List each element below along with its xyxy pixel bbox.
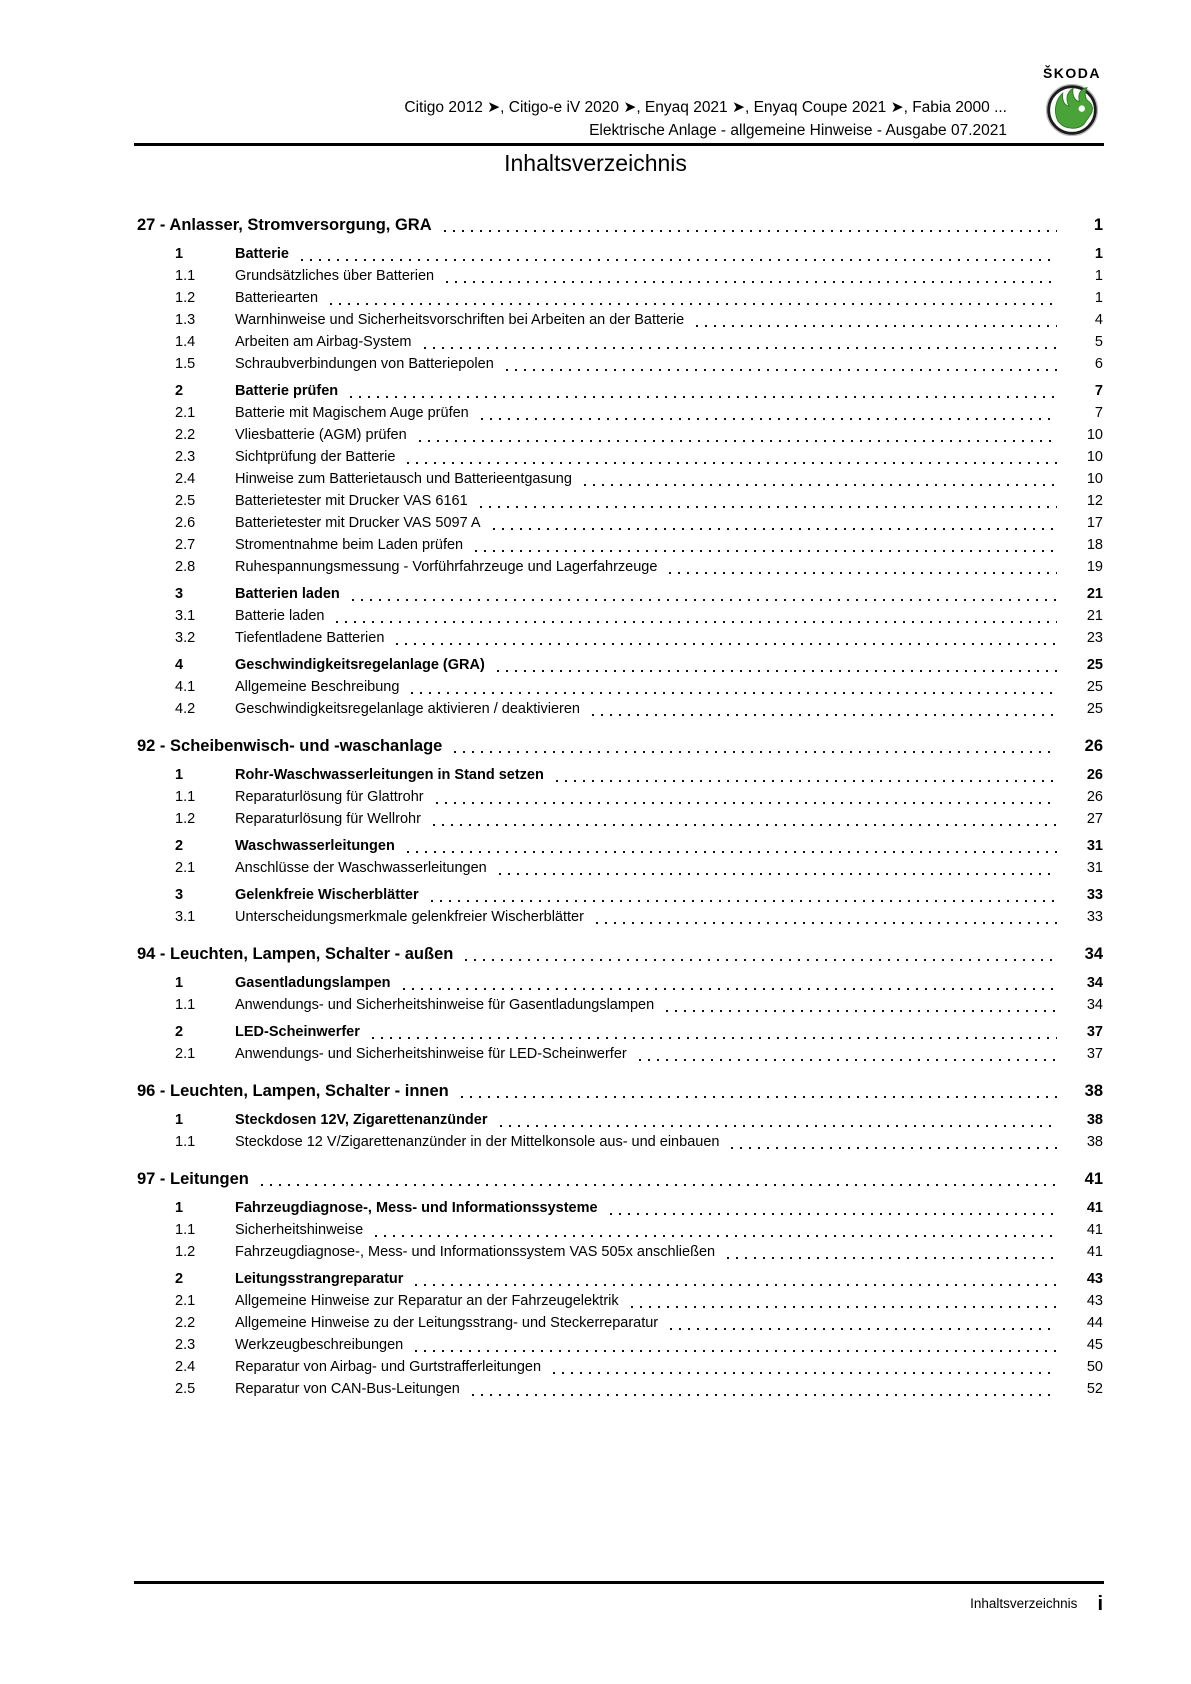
dotted-leader [500, 1115, 1058, 1127]
entry-title: Reparaturlösung für Wellrohr [235, 811, 421, 827]
dotted-leader [415, 1274, 1057, 1286]
entry-page-number: 37 [1086, 1024, 1103, 1040]
chapter-title: 97 - Leitungen [137, 1170, 249, 1188]
entry-title: Allgemeine Hinweise zu der Leitungsstrang- und Steckerreparatur [235, 1315, 659, 1331]
entry-number: 2.1 [175, 860, 196, 876]
entry-title: Unterscheidungsmerkmale gelenkfreier Wischerblätter [235, 909, 584, 925]
dotted-leader [610, 1203, 1057, 1215]
toc-entry-row [137, 446, 1103, 468]
page-title: Inhaltsverzeichnis [504, 150, 687, 176]
entry-number: 2.1 [175, 405, 196, 421]
toc-entry-row [137, 808, 1103, 830]
chapter-entries [137, 972, 1103, 1065]
entry-number: 1.5 [175, 356, 196, 372]
toc-chapter [137, 941, 1103, 1065]
toc-entry-row [137, 1268, 1103, 1290]
dotted-leader [446, 271, 1057, 283]
dotted-leader [372, 1027, 1057, 1039]
dotted-leader [375, 1225, 1057, 1237]
entry-page-number: 33 [1086, 909, 1103, 925]
entry-number: 2.1 [175, 1046, 196, 1062]
toc-chapter-row [137, 212, 1103, 238]
toc-entry-row [137, 490, 1103, 512]
entry-title: Steckdose 12 V/Zigarettenanzünder in der Mittelkonsole aus- und einbauen [235, 1134, 720, 1150]
entry-page-number: 50 [1086, 1359, 1103, 1375]
dotted-leader [670, 1318, 1057, 1330]
entry-title: Reparaturlösung für Glattrohr [235, 789, 424, 805]
entry-number: 3 [175, 586, 184, 602]
entry-page-number: 31 [1086, 838, 1103, 854]
entry-number: 2.8 [175, 559, 196, 575]
entry-number: 1.1 [175, 268, 196, 284]
entry-page-number: 1 [1094, 268, 1103, 284]
entry-page-number: 7 [1094, 405, 1103, 421]
toc-entry-row [137, 627, 1103, 649]
entry-page-number: 7 [1094, 383, 1103, 399]
toc-chapter [137, 1078, 1103, 1153]
dotted-leader [403, 978, 1057, 990]
entry-title: Anschlüsse der Waschwasserleitungen [235, 860, 487, 876]
entry-title: Fahrzeugdiagnose-, Mess- und Informationssystem VAS 505x anschließen [235, 1244, 716, 1260]
toc-entry-row [137, 605, 1103, 627]
toc-entry-row [137, 654, 1103, 676]
entry-title: Sicherheitshinweise [235, 1222, 364, 1238]
toc-entry-row [137, 835, 1103, 857]
dotted-leader [419, 430, 1057, 442]
entry-page-number: 25 [1086, 679, 1103, 695]
dotted-leader [465, 949, 1057, 961]
entry-title: Werkzeugbeschreibungen [235, 1337, 404, 1353]
entry-number: 1.1 [175, 1222, 196, 1238]
entry-title: Arbeiten am Airbag-System [235, 334, 412, 350]
dotted-leader [352, 589, 1057, 601]
entry-page-number: 34 [1086, 975, 1103, 991]
toc-chapter-row [137, 1166, 1103, 1192]
toc-entry-row [137, 534, 1103, 556]
toc-chapter-row [137, 733, 1103, 759]
entry-page-number: 5 [1094, 334, 1103, 350]
entry-page-number: 6 [1094, 356, 1103, 372]
entry-number: 2.5 [175, 1381, 196, 1397]
entry-page-number: 33 [1086, 887, 1103, 903]
entry-title: Ruhespannungsmessung - Vorführfahrzeuge und Lagerfahrzeuge [235, 559, 658, 575]
toc-entry-row [137, 1131, 1103, 1153]
entry-title: Gasentladungslampen [235, 975, 391, 991]
entry-page-number: 45 [1086, 1337, 1103, 1353]
page-footer [137, 1592, 1103, 1616]
entry-page-number: 1 [1094, 290, 1103, 306]
entry-page-number: 27 [1086, 811, 1103, 827]
toc-chapter-row [137, 1078, 1103, 1104]
skoda-wordmark: ŠKODA [1042, 65, 1102, 81]
page-header [137, 58, 1103, 144]
chapter-entries [137, 243, 1103, 720]
toc-entry-row [137, 1021, 1103, 1043]
dotted-leader [411, 682, 1057, 694]
dotted-leader [506, 359, 1057, 371]
dotted-leader [639, 1049, 1057, 1061]
entry-number: 1.4 [175, 334, 196, 350]
dotted-leader [584, 474, 1057, 486]
entry-title: Reparatur von CAN-Bus-Leitungen [235, 1381, 460, 1397]
dotted-leader [330, 293, 1057, 305]
chapter-entries [137, 1109, 1103, 1153]
toc-entry-row [137, 698, 1103, 720]
entry-number: 1.2 [175, 811, 196, 827]
dotted-leader [444, 220, 1057, 232]
dotted-leader [497, 660, 1057, 672]
entry-number: 2 [175, 838, 184, 854]
toc-entry-row [137, 309, 1103, 331]
dotted-leader [407, 841, 1057, 853]
toc-entry-row [137, 676, 1103, 698]
dotted-leader [499, 863, 1057, 875]
toc-entry-row [137, 994, 1103, 1016]
chapter-title: 92 - Scheibenwisch- und -waschanlage [137, 737, 443, 755]
dotted-leader [301, 249, 1057, 261]
entry-title: Geschwindigkeitsregelanlage aktivieren / deaktivieren [235, 701, 580, 717]
toc-entry-row [137, 884, 1103, 906]
toc-entry-row [137, 1290, 1103, 1312]
dotted-leader [261, 1174, 1057, 1186]
toc-entry-row [137, 1334, 1103, 1356]
chapter-entries [137, 1197, 1103, 1400]
entry-number: 2.5 [175, 493, 196, 509]
toc-chapter [137, 212, 1103, 720]
entry-title: Batterie prüfen [235, 383, 339, 399]
entry-page-number: 1 [1094, 246, 1103, 262]
toc-entry-row [137, 1219, 1103, 1241]
footer-section-label: Inhaltsverzeichnis [970, 1596, 1078, 1611]
entry-title: Batterie [235, 246, 289, 262]
entry-number: 4 [175, 657, 184, 673]
toc-entry-row [137, 1312, 1103, 1334]
entry-number: 2.4 [175, 471, 196, 487]
dotted-leader [424, 337, 1058, 349]
dotted-leader [596, 912, 1057, 924]
entry-number: 2.1 [175, 1293, 196, 1309]
dotted-leader [731, 1137, 1057, 1149]
entry-title: Allgemeine Hinweise zur Reparatur an der Fahrzeugelektrik [235, 1293, 619, 1309]
entry-title: Gelenkfreie Wischerblätter [235, 887, 419, 903]
dotted-leader [436, 792, 1057, 804]
entry-title: Waschwasserleitungen [235, 838, 395, 854]
entry-page-number: 4 [1094, 312, 1103, 328]
entry-number: 3.1 [175, 608, 196, 624]
toc-entry-row [137, 1109, 1103, 1131]
entry-page-number: 17 [1086, 515, 1103, 531]
entry-title: Anwendungs- und Sicherheitshinweise für LED-Scheinwerfer [235, 1046, 627, 1062]
dotted-leader [396, 633, 1057, 645]
entry-number: 1 [175, 246, 184, 262]
entry-title: Schraubverbindungen von Batteriepolen [235, 356, 494, 372]
toc-entry-row [137, 1197, 1103, 1219]
toc-chapter-row [137, 941, 1103, 967]
entry-number: 3.2 [175, 630, 196, 646]
toc-entry-row [137, 287, 1103, 309]
toc-entry-row [137, 380, 1103, 402]
entry-number: 2 [175, 383, 184, 399]
header-divider [134, 143, 1104, 146]
entry-number: 1 [175, 1112, 184, 1128]
toc-entry-row [137, 1241, 1103, 1263]
entry-title: Sichtprüfung der Batterie [235, 449, 396, 465]
entry-page-number: 12 [1086, 493, 1103, 509]
entry-title: Warnhinweise und Sicherheitsvorschriften bei Arbeiten an der Batterie [235, 312, 685, 328]
dotted-leader [553, 1362, 1057, 1374]
toc-entry-row [137, 1378, 1103, 1400]
entry-page-number: 34 [1086, 997, 1103, 1013]
dotted-leader [556, 770, 1057, 782]
chapter-page-number: 38 [1084, 1082, 1103, 1100]
entry-title: Batteriearten [235, 290, 319, 306]
dotted-leader [631, 1296, 1057, 1308]
toc-entry-row [137, 583, 1103, 605]
table-of-contents [137, 212, 1103, 1400]
entry-number: 1.2 [175, 1244, 196, 1260]
entry-page-number: 41 [1086, 1244, 1103, 1260]
entry-title: Rohr-Waschwasserleitungen in Stand setzen [235, 767, 544, 783]
entry-title: Batterietester mit Drucker VAS 5097 A [235, 515, 481, 531]
entry-number: 3.1 [175, 909, 196, 925]
entry-page-number: 25 [1086, 657, 1103, 673]
chapter-title: 96 - Leuchten, Lampen, Schalter - innen [137, 1082, 449, 1100]
dotted-leader [666, 1000, 1057, 1012]
dotted-leader [433, 814, 1057, 826]
entry-title: Fahrzeugdiagnose-, Mess- und Informationssysteme [235, 1200, 598, 1216]
toc-entry-row [137, 556, 1103, 578]
toc-entry-row [137, 331, 1103, 353]
entry-page-number: 43 [1086, 1293, 1103, 1309]
entry-number: 1 [175, 1200, 184, 1216]
entry-title: Hinweise zum Batterietausch und Batterieentgasung [235, 471, 572, 487]
entry-page-number: 38 [1086, 1134, 1103, 1150]
dotted-leader [727, 1247, 1057, 1259]
chapter-title: 27 - Anlasser, Stromversorgung, GRA [137, 216, 432, 234]
dotted-leader [454, 741, 1057, 753]
entry-number: 2.3 [175, 449, 196, 465]
header-models-line: Citigo 2012 ➤, Citigo-e iV 2020 ➤, Enyaq 2021 ➤, Enyaq Coupe 2021 ➤, Fabia 2000 ... [404, 99, 1007, 116]
chapter-page-number: 34 [1084, 945, 1103, 963]
entry-number: 1 [175, 975, 184, 991]
entry-number: 2.6 [175, 515, 196, 531]
toc-entry-row [137, 353, 1103, 375]
entry-page-number: 18 [1086, 537, 1103, 553]
entry-page-number: 19 [1086, 559, 1103, 575]
entry-page-number: 10 [1086, 449, 1103, 465]
entry-page-number: 23 [1086, 630, 1103, 646]
toc-entry-row [137, 402, 1103, 424]
header-subtitle-line: Elektrische Anlage - allgemeine Hinweise - Ausgabe 07.2021 [589, 122, 1007, 139]
entry-title: Allgemeine Beschreibung [235, 679, 400, 695]
entry-number: 1.1 [175, 1134, 196, 1150]
toc-chapter [137, 733, 1103, 928]
dotted-leader [669, 562, 1057, 574]
entry-number: 3 [175, 887, 184, 903]
entry-page-number: 10 [1086, 471, 1103, 487]
footer-page-number: i [1097, 1593, 1103, 1615]
entry-title: Tiefentladene Batterien [235, 630, 385, 646]
toc-entry-row [137, 243, 1103, 265]
entry-title: Vliesbatterie (AGM) prüfen [235, 427, 407, 443]
entry-title: Reparatur von Airbag- und Gurtstrafferleitungen [235, 1359, 542, 1375]
toc-entry-row [137, 1043, 1103, 1065]
entry-number: 2.2 [175, 1315, 196, 1331]
entry-page-number: 26 [1086, 767, 1103, 783]
entry-title: Batterien laden [235, 586, 340, 602]
entry-title: Leitungsstrangreparatur [235, 1271, 404, 1287]
toc-entry-row [137, 468, 1103, 490]
dotted-leader [461, 1086, 1057, 1098]
entry-title: Anwendungs- und Sicherheitshinweise für Gasentladungslampen [235, 997, 655, 1013]
entry-page-number: 21 [1086, 586, 1103, 602]
entry-number: 1 [175, 767, 184, 783]
entry-page-number: 43 [1086, 1271, 1103, 1287]
chapter-entries [137, 764, 1103, 928]
entry-page-number: 21 [1086, 608, 1103, 624]
skoda-winged-arrow-icon [1044, 82, 1100, 138]
toc-entry-row [137, 972, 1103, 994]
entry-number: 2 [175, 1024, 184, 1040]
entry-title: LED-Scheinwerfer [235, 1024, 360, 1040]
entry-number: 4.1 [175, 679, 196, 695]
dotted-leader [696, 315, 1057, 327]
entry-page-number: 41 [1086, 1200, 1103, 1216]
entry-title: Batterie mit Magischem Auge prüfen [235, 405, 469, 421]
entry-number: 2 [175, 1271, 184, 1287]
dotted-leader [472, 1384, 1057, 1396]
toc-entry-row [137, 512, 1103, 534]
toc-entry-row [137, 265, 1103, 287]
dotted-leader [493, 518, 1057, 530]
entry-page-number: 52 [1086, 1381, 1103, 1397]
dotted-leader [415, 1340, 1057, 1352]
entry-number: 1.1 [175, 789, 196, 805]
entry-number: 2.4 [175, 1359, 196, 1375]
entry-title: Batterietester mit Drucker VAS 6161 [235, 493, 468, 509]
entry-number: 2.3 [175, 1337, 196, 1353]
entry-title: Geschwindigkeitsregelanlage (GRA) [235, 657, 485, 673]
toc-entry-row [137, 764, 1103, 786]
dotted-leader [475, 540, 1057, 552]
entry-page-number: 31 [1086, 860, 1103, 876]
dotted-leader [592, 704, 1057, 716]
entry-title: Stromentnahme beim Laden prüfen [235, 537, 464, 553]
dotted-leader [407, 452, 1057, 464]
dotted-leader [336, 611, 1057, 623]
dotted-leader [480, 496, 1057, 508]
chapter-page-number: 26 [1084, 737, 1103, 755]
toc-entry-row [137, 1356, 1103, 1378]
toc-entry-row [137, 786, 1103, 808]
entry-page-number: 38 [1086, 1112, 1103, 1128]
chapter-title: 94 - Leuchten, Lampen, Schalter - außen [137, 945, 454, 963]
dotted-leader [350, 386, 1057, 398]
entry-number: 1.3 [175, 312, 196, 328]
entry-number: 2.2 [175, 427, 196, 443]
entry-number: 2.7 [175, 537, 196, 553]
entry-number: 4.2 [175, 701, 196, 717]
entry-page-number: 44 [1086, 1315, 1103, 1331]
entry-page-number: 37 [1086, 1046, 1103, 1062]
entry-page-number: 41 [1086, 1222, 1103, 1238]
entry-page-number: 10 [1086, 427, 1103, 443]
entry-page-number: 25 [1086, 701, 1103, 717]
chapter-page-number: 41 [1084, 1170, 1103, 1188]
dotted-leader [431, 890, 1057, 902]
entry-title: Steckdosen 12V, Zigarettenanzünder [235, 1112, 488, 1128]
entry-page-number: 26 [1086, 789, 1103, 805]
chapter-page-number: 1 [1093, 216, 1103, 234]
skoda-logo [1033, 66, 1111, 143]
toc-entry-row [137, 424, 1103, 446]
entry-title: Grundsätzliches über Batterien [235, 268, 435, 284]
toc-chapter [137, 1166, 1103, 1400]
dotted-leader [481, 408, 1057, 420]
footer-divider [134, 1581, 1104, 1584]
toc-entry-row [137, 906, 1103, 928]
entry-number: 1.1 [175, 997, 196, 1013]
entry-number: 1.2 [175, 290, 196, 306]
entry-title: Batterie laden [235, 608, 325, 624]
toc-entry-row [137, 857, 1103, 879]
